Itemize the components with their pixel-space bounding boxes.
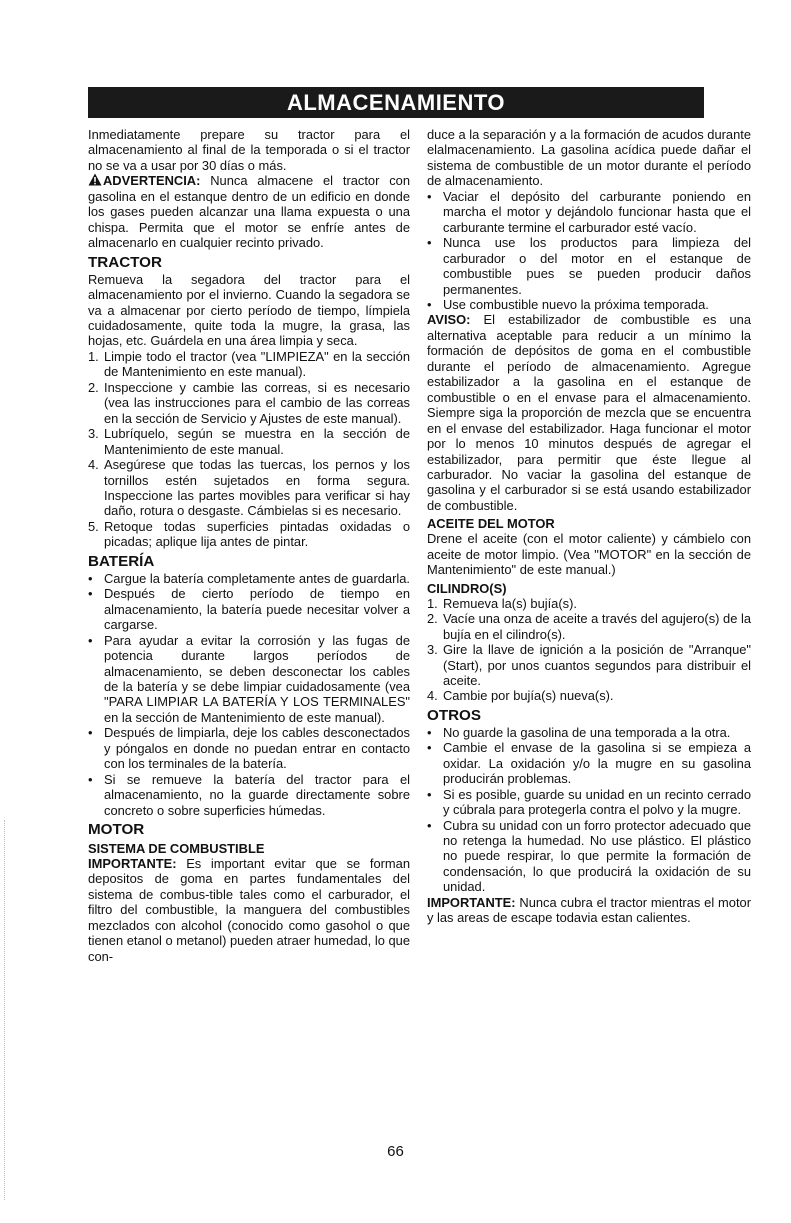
tractor-paragraph: Remueva la segadora del tractor para el almacenamiento por el invierno. Cuando la segadora se va a almacenar por cierto período de tiempo, límpiela cuidadosamente, quite toda la mugre, la grasa, las hojas, etc. Guárdela en una área limpia y seca.	[88, 271, 410, 349]
list-item: • Cargue la batería completamente antes de guardarla.	[88, 570, 410, 586]
list-item: 3. Gire la llave de ignición a la posición de "Arranque" (Start), por unos cuantos segundos para distribuir el aceite.	[427, 642, 751, 688]
list-item: 5. Retoque todas superficies pintadas oxidadas o picadas; aplique lija antes de pintar.	[88, 518, 410, 550]
aviso-paragraph	[427, 312, 751, 513]
list-item: • Si es posible, guarde su unidad en un recinto cerrado y cúbrala para protegerla contra el polvo y la mugre.	[427, 786, 751, 818]
list-item: • Use combustible nuevo la próxima temporada.	[427, 296, 709, 312]
list-item: 3. Lubríquelo, según se muestra en la sección de Mantenimiento de este manual.	[88, 426, 410, 457]
page-number: 66	[387, 1143, 404, 1160]
cilindro-steps	[427, 596, 751, 704]
aviso-label: AVISO:	[427, 312, 471, 328]
list-item: 4. Asegúrese que todas las tuercas, los pernos y los tornillos estén sujetados en forma segura. Inspeccione las partes movibles para verificar si hay daño, rotura o desgaste. Cámbielas si es necesario.	[88, 457, 410, 519]
warning-text: Nunca almacene el tractor con gasolina en el estanque dentro de un edificio en donde los gases pueden alcanzar una llama expuesta o una chispa. Permita que el motor se enfríe antes de almacenarlo en cualquier recinto privado.	[88, 173, 410, 251]
list-item: • Para ayudar a evitar la corrosión y las fugas de potencia durante largos períodos de almacenamiento, se deben desconectar los cables de la batería y se debe limpiar cuidadosamente (vea "PARA LIMPIAR LA BATERÍA Y LOS TERMINALES" en la sección de Mantenimiento de este manual).	[88, 632, 410, 725]
list-item: • Nunca use los productos para limpieza del carburador o del motor en el estanque de combustible pues se pueden producir daños permanentes.	[427, 235, 751, 297]
continued-paragraph: duce a la separación y a la formación de acudos durante elalmacenamiento. La gasolina acídica puede dañar el sistema de combustible de un motor durante el período de almacenamiento.	[427, 127, 751, 189]
list-item: • Después de cierto período de tiempo en almacenamiento, la batería puede necesitar volver a cargarse.	[88, 586, 410, 633]
warning-label: ADVERTENCIA:	[103, 173, 201, 189]
fuel-list	[427, 189, 751, 313]
intro-paragraph: Inmediatamente prepare su tractor para el almacenamiento al final de la temporada o si el tractor no se va a usar por 30 días o más.	[88, 127, 410, 173]
warning-paragraph	[88, 173, 410, 250]
importante2-paragraph	[427, 895, 751, 926]
left-column	[88, 127, 410, 964]
list-item: 2. Vacíe una onza de aceite a través del agujero(s) de la bujía en el cilindro(s).	[427, 611, 751, 642]
section-banner: ALMACENAMIENTO	[88, 87, 704, 118]
list-item: • Después de limpiarla, deje los cables desconectados y póngalos en donde no puedan entrar en contacto con los terminales de la batería.	[88, 725, 410, 772]
scan-edge	[4, 820, 6, 1200]
aceite-paragraph: Drene el aceite (con el motor caliente) y cámbielo con aceite de motor limpio. (Vea "MOTOR" en la sección de Mantenimiento" de este manual.)	[427, 531, 751, 578]
bateria-list	[88, 571, 410, 818]
importante2-label: IMPORTANTE:	[427, 894, 516, 910]
importante-label: IMPORTANTE:	[88, 856, 177, 872]
list-item: • Cambie el envase de la gasolina si se empieza a oxidar. La oxidación y/o la mugre en su gasolina producirán problemas.	[427, 740, 751, 787]
importante-text: Es important evitar que se forman depositos de goma en partes fundamentales del sistema de combus-tible tales como el carburador, el filtro del combustible, la manguera del combustibles mezclados con alcohol (conocido como gasohol o que tienen etanol o metanol) pueden atraer humedad, lo que con-	[88, 856, 410, 964]
list-item: 1. Remueva la(s) bujía(s).	[427, 595, 577, 611]
warning-triangle-icon	[88, 173, 102, 186]
importante-paragraph	[88, 856, 410, 964]
cilindro-heading: CILINDRO(S)	[427, 580, 507, 596]
importante2-text: Nunca cubra el tractor mientras el motor y las areas de escape todavia estan calientes.	[427, 894, 751, 926]
list-item: • Vaciar el depósito del carburante poniendo en marcha el motor y dejándolo funcionar hasta que el carburante termine el carburador esté vacío.	[427, 188, 751, 235]
tractor-steps	[88, 349, 410, 550]
sistema-heading: SISTEMA DE COMBUSTIBLE	[88, 841, 265, 857]
list-item: • Cubra su unidad con un forro protector adecuado que no retenga la humedad. No use plástico. El plástico no puede respirar, lo que permite la formación de condensación, lo que producirá la oxidación de su unidad.	[427, 817, 751, 895]
list-item: 1. Limpie todo el tractor (vea "LIMPIEZA" en la sección de Mantenimiento en este manual).	[88, 348, 410, 380]
otros-list	[427, 725, 751, 895]
list-item: • No guarde la gasolina de una temporada a la otra.	[427, 724, 731, 740]
motor-heading: MOTOR	[88, 821, 145, 839]
otros-heading: OTROS	[427, 706, 482, 724]
list-item: • Si se remueve la batería del tractor para el almacenamiento, no la guarde directamente sobre concreto o sobre superficies húmedas.	[88, 771, 410, 818]
list-item: 2. Inspeccione y cambie las correas, si es necesario (vea las instrucciones para el cambio de las correas en la sección de Servicio y Ajustes de este manual).	[88, 379, 410, 426]
bateria-heading: BATERÍA	[88, 552, 155, 570]
aviso-text: El estabilizador de combustible es una alternativa aceptable para reducir a un mínimo la formación de depósitos de goma en el combustible durante el período de almacenamiento. Agregue estabilizador a la gasolina en el estanque de combustible o en el envase para el almacenamiento. Siempre siga la proporción de mezcla que se encuentra en el envase del estabilizador. Haga funcionar el motor por lo menos 10 minutos después de agregar el estabilizador, para permitir que éste llegue al carburador. No vaciar la gasolina del estanque de gasolina y el carburador si se está usando estabilizador de combustible.	[427, 312, 751, 513]
aceite-heading: ACEITE DEL MOTOR	[427, 516, 555, 532]
right-column	[427, 127, 751, 926]
tractor-heading: TRACTOR	[88, 253, 162, 271]
list-item: 4. Cambie por bujía(s) nueva(s).	[427, 688, 614, 704]
